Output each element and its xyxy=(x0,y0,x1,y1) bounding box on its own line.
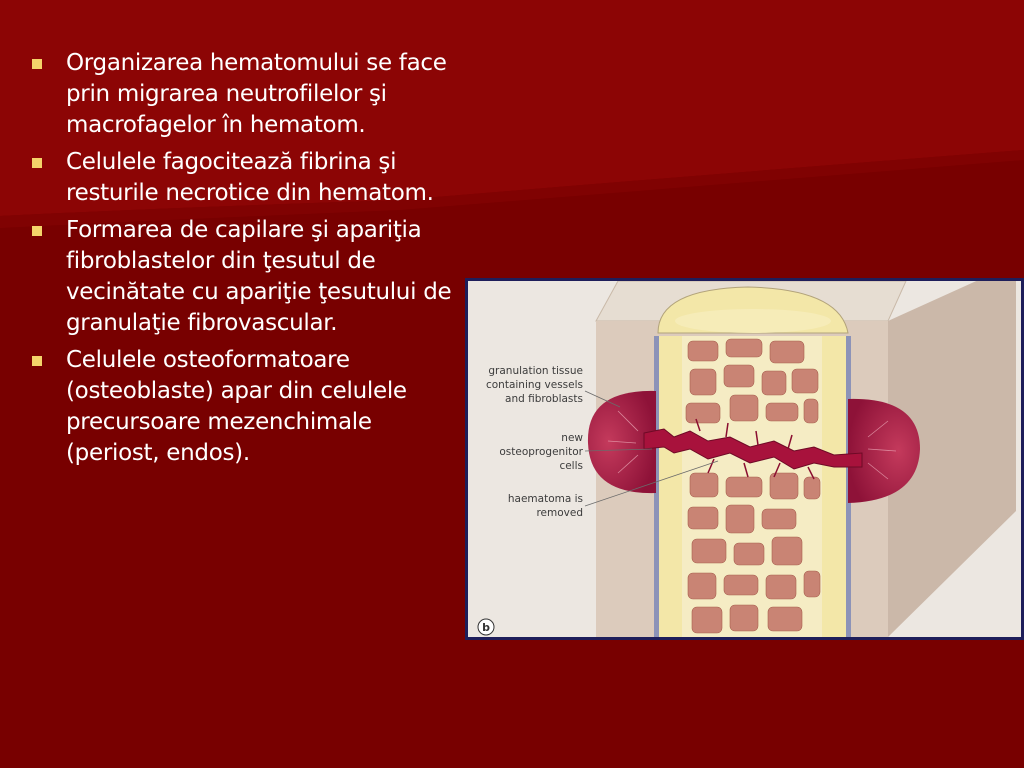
label-granulation-line3: and fibroblasts xyxy=(505,393,583,405)
panel-letter: b xyxy=(482,621,490,634)
square-bullet-icon xyxy=(32,59,42,69)
bullet-text: Celulele fagocitează fibrina şi resturile necrotice din hematom. xyxy=(66,149,434,206)
bullet-text: Celulele osteoformatoare (osteoblaste) apar din celulele precursoare mezenchimale (periost, endos). xyxy=(66,347,407,466)
bullet-item xyxy=(28,215,468,339)
bullet-item xyxy=(28,48,468,141)
bone-block-illustration xyxy=(468,281,1021,637)
bullet-text: Organizarea hematomului se face prin migrarea neutrofilelor şi macrofagelor în hematom. xyxy=(66,50,447,138)
label-osteoprogenitor-line3: cells xyxy=(559,460,583,472)
bullet-list xyxy=(28,48,468,475)
bullet-item xyxy=(28,147,468,209)
square-bullet-icon xyxy=(32,226,42,236)
label-osteoprogenitor-line1: new xyxy=(561,432,583,444)
square-bullet-icon xyxy=(32,158,42,168)
bullet-text: Formarea de capilare şi apariţia fibroblastelor din ţesutul de vecinătate cu apariţie ţesutului de granulaţie fibrovascular. xyxy=(66,217,452,336)
label-haematoma-line1: haematoma is xyxy=(507,493,583,505)
bone-healing-figure xyxy=(465,278,1024,640)
label-osteoprogenitor-line2: osteoprogenitor xyxy=(499,446,583,458)
label-granulation-line1: granulation tissue xyxy=(488,365,583,377)
bullet-item xyxy=(28,345,468,469)
label-granulation-line2: containing vessels xyxy=(485,379,583,391)
label-haematoma-line2: removed xyxy=(536,507,583,519)
square-bullet-icon xyxy=(32,356,42,366)
